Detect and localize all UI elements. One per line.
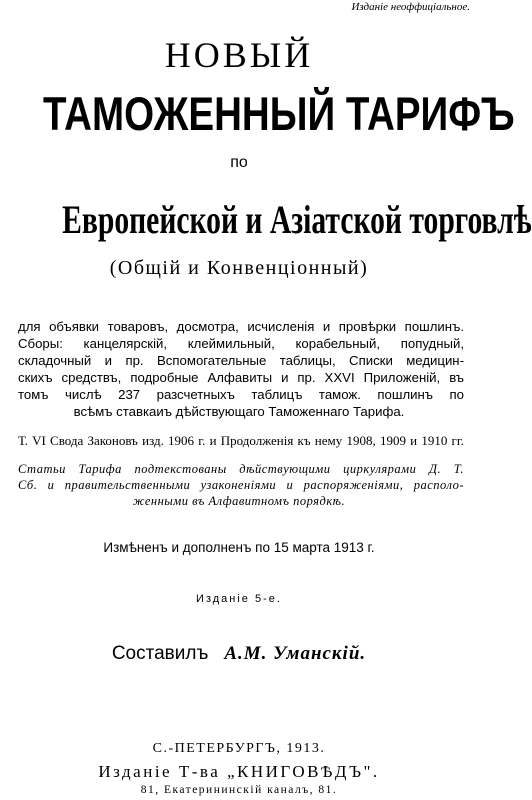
- description-line: для объявки товаровъ, досмотра, исчисленія и провѣрки пошлинъ.: [18, 319, 464, 334]
- description-line: томъ числѣ 237 разсчетныхъ таблицъ тамож. пошлинъ по: [18, 387, 464, 402]
- statute-reference: Т. VI Свода Законовъ изд. 1906 г. и Продолженія къ нему 1908, 1909 и 1910 гг.: [18, 433, 464, 448]
- description-line: складочный и пр. Вспомогательные таблицы, Списки медицин-: [18, 353, 464, 368]
- description-line: скихъ средствъ, подробные Алфавиты и пр. XXVI Приложеній, въ: [18, 370, 464, 385]
- amended-date: Измѣненъ и дополненъ по 15 марта 1913 г.: [103, 540, 375, 555]
- title-line-new: НОВЫЙ: [164, 35, 314, 75]
- note-line: Сб. и правительственными узаконеніями и распоряженіями, располо-: [18, 478, 464, 492]
- imprint-city-year: С.-ПЕТЕРБУРГЪ, 1913.: [152, 741, 326, 756]
- edition-note: Изданіе неоффиціальное.: [351, 1, 470, 13]
- compiler-line: [0, 643, 478, 665]
- title-line-trade: Европейской и Азіатской торговлѣ: [62, 197, 532, 242]
- compiler-name: А.М. Уманскій.: [224, 643, 367, 664]
- imprint-address: 81, Екатерининскій каналъ, 81.: [140, 784, 338, 796]
- title-line-for: по: [230, 154, 248, 171]
- description-line: Сборы: канцелярскій, клеймильный, корабельный, попудный,: [18, 336, 464, 351]
- note-line: Статьи Тарифа подтекстованы дѣйствующими циркулярами Д. Т.: [18, 462, 464, 476]
- title-line-general-conventional: (Общій и Конвенціонный): [109, 257, 369, 279]
- description-line: всѣмъ ставкаиъ дѣйствующаго Таможеннаго Тарифа.: [73, 404, 405, 419]
- title-line-customs-tariff: ТАМОЖЕННЫЙ ТАРИФЪ: [43, 87, 515, 140]
- compiler-label: Составилъ: [111, 643, 209, 664]
- note-line: женными въ Алфавитномъ порядкѣ.: [132, 494, 346, 508]
- edition-number: Изданіе 5-е.: [196, 593, 282, 605]
- imprint-publisher: Изданіе Т-ва „КНИГОВѢДЪ".: [98, 762, 380, 781]
